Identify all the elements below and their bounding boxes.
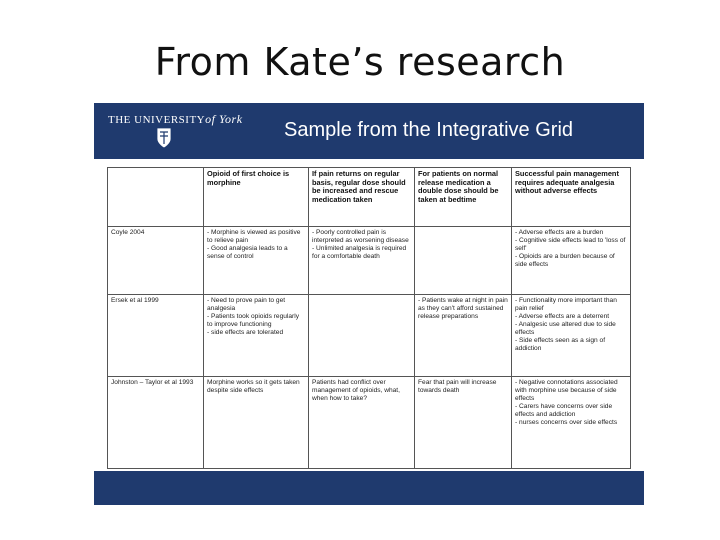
- table-cell: [415, 227, 512, 295]
- cell-text: - Morphine is viewed as positive to relieve pain - Good analgesia leads to a sense of control: [207, 229, 301, 260]
- university-crest-icon: [156, 127, 172, 149]
- table-header-row: [108, 168, 631, 227]
- footer-banner: [94, 471, 644, 505]
- table-cell: [512, 295, 631, 377]
- table-cell: [415, 377, 512, 469]
- table-cell: [512, 227, 631, 295]
- cell-text: Patients had conflict over management of opioids, what, when how to take?: [312, 379, 402, 402]
- table-cell: [204, 377, 309, 469]
- cell-text: Morphine works so it gets taken despite side effects: [207, 379, 302, 394]
- cell-text: Fear that pain will increase towards death: [418, 379, 499, 394]
- university-logo-text: [108, 112, 243, 127]
- cell-text: - Poorly controlled pain is interpreted as worsening disease - Unlimited analgesia is required for a comfortable death: [312, 229, 409, 260]
- table-cell: [415, 295, 512, 377]
- header-cell: Successful pain management requires adequate analgesia without adverse effects: [512, 168, 631, 227]
- cell-text: - Need to prove pain to get analgesia - Patients took opioids regularly to improve functioning - side effects are tolerated: [207, 297, 299, 336]
- integrative-grid-table: [107, 167, 631, 469]
- header-banner: [94, 103, 644, 159]
- row-label-cell: [108, 227, 204, 295]
- university-name-prefix: THE UNIVERSITY: [108, 114, 206, 126]
- grid-image: [94, 103, 644, 505]
- table-cell: [204, 295, 309, 377]
- header-cell: [108, 168, 204, 227]
- table-cell: [309, 227, 415, 295]
- cell-text: Johnston – Taylor et al 1993: [111, 379, 194, 386]
- cell-text: - Functionality more important than pain relief - Adverse effects are a deterrent - Analgesic use altered due to side effects - Side effects seen as a sign of addiction: [515, 297, 617, 352]
- row-label-cell: [108, 377, 204, 469]
- cell-text: - Adverse effects are a burden - Cognitive side effects lead to 'loss of self' - Opioids are a burden because of side effects: [515, 229, 626, 268]
- table-cell: [309, 377, 415, 469]
- cell-text: Ersek et al 1999: [111, 297, 159, 304]
- table-cell: [204, 227, 309, 295]
- header-cell: For patients on normal release medication a double dose should be taken at bedtime: [415, 168, 512, 227]
- slide-title: From Kate’s research: [154, 40, 566, 84]
- table-row: [108, 295, 631, 377]
- university-name-suffix: of York: [205, 112, 243, 126]
- header-cell: If pain returns on regular basis, regular dose should be increased and rescue medication taken: [309, 168, 415, 227]
- cell-text: - Patients wake at night in pain as they can't afford sustained release preparations: [418, 297, 510, 320]
- table-row: [108, 377, 631, 469]
- table-cell: [309, 295, 415, 377]
- table-row: [108, 227, 631, 295]
- header-cell: Opioid of first choice is morphine: [204, 168, 309, 227]
- cell-text: Coyle 2004: [111, 229, 145, 236]
- row-label-cell: [108, 295, 204, 377]
- table-cell: [512, 377, 631, 469]
- cell-text: - Negative connotations associated with morphine use because of side effects - Carers have concerns over side effects and addiction - nurses concerns over side effects: [515, 379, 618, 426]
- grid-title: Sample from the Integrative Grid: [284, 119, 574, 141]
